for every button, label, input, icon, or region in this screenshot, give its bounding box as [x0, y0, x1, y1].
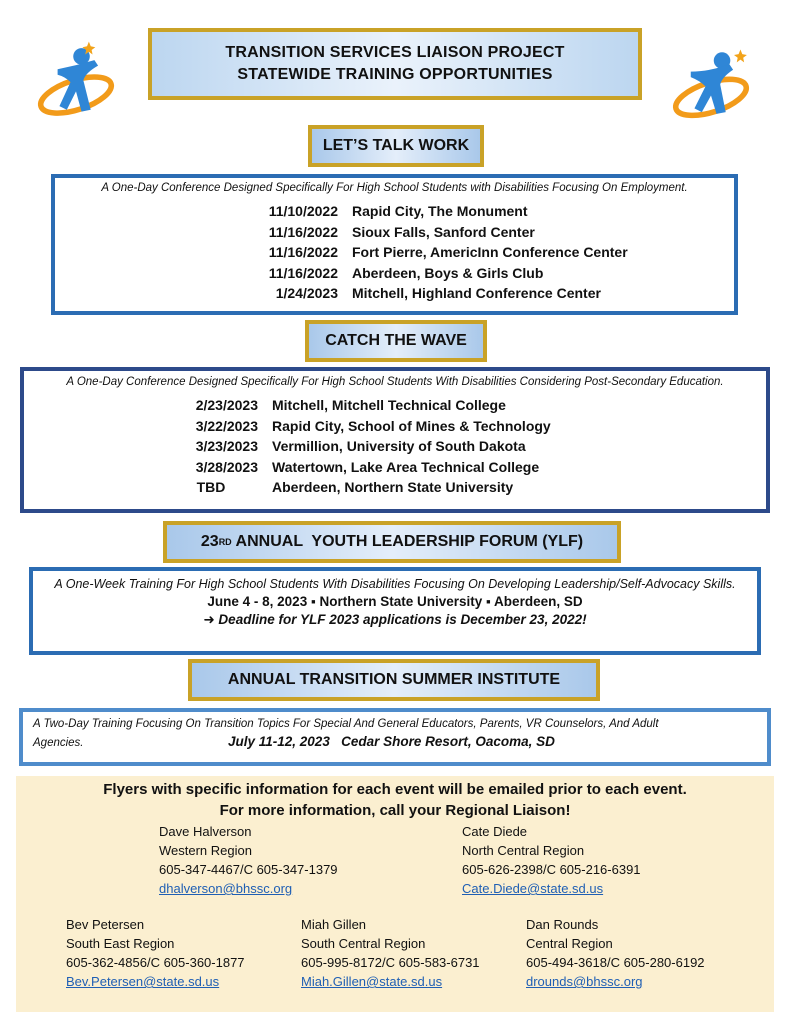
- event-row: 2/23/2023 Mitchell, Mitchell Technical College: [195, 397, 506, 413]
- contact-region: South Central Region: [301, 936, 426, 951]
- contact-phone: 605-347-4467/C 605-347-1379: [159, 862, 338, 877]
- title-line-2: STATEWIDE TRAINING OPPORTUNITIES: [237, 66, 553, 83]
- ylf-deadline: ➜ Deadline for YLF 2023 applications is December 23, 2022!: [203, 612, 587, 627]
- info-line-2: For more information, call your Regional Liaison!: [219, 802, 571, 819]
- lets-talk-work-description: A One-Day Conference Designed Specifically For High School Students with Disabilities Focusing On Employment.: [101, 182, 688, 194]
- ylf-header-text: ANNUAL YOUTH LEADERSHIP FORUM (YLF): [231, 533, 584, 550]
- event-row: 11/10/2022 Rapid City, The Monument: [268, 203, 528, 219]
- ylf-header-sup: RD: [218, 537, 232, 547]
- contact-region: Central Region: [526, 936, 613, 951]
- contact-email-link[interactable]: Bev.Petersen@state.sd.us: [66, 974, 220, 989]
- contact-region: Western Region: [159, 843, 252, 858]
- lets-talk-work-header: LET’S TALK WORK: [308, 125, 484, 167]
- contact-name: Cate Diede: [462, 824, 528, 839]
- lets-talk-work-events: [250, 201, 734, 304]
- event-row: 11/16/2022 Sioux Falls, Sanford Center: [268, 223, 535, 240]
- event-row: 1/24/2023 Mitchell, Highland Conference Center: [275, 285, 601, 301]
- info-panel: [16, 776, 774, 1012]
- person-star-logo-icon: [30, 38, 122, 130]
- summer-institute-description-end: Agencies.: [33, 737, 84, 749]
- contact-card: [301, 915, 480, 991]
- catch-the-wave-header: CATCH THE WAVE: [305, 320, 487, 362]
- contact-email-link[interactable]: Miah.Gillen@state.sd.us: [301, 974, 443, 989]
- catch-the-wave-box: [20, 367, 770, 513]
- ylf-box: [29, 567, 761, 655]
- event-row: 11/16/2022 Fort Pierre, AmericInn Conference Center: [268, 244, 628, 260]
- event-row: TBD Aberdeen, Northern State University: [196, 479, 514, 495]
- ylf-header-prefix: 23: [200, 533, 219, 550]
- contact-card: [66, 915, 245, 991]
- contact-phone: 605-995-8172/C 605-583-6731: [301, 955, 480, 970]
- catch-the-wave-events: [164, 395, 766, 498]
- contact-card: [462, 822, 641, 898]
- event-row: 3/22/2023 Rapid City, School of Mines & Technology: [195, 417, 551, 434]
- ylf-dates: June 4 - 8, 2023 ▪ Northern State University ▪ Aberdeen, SD: [207, 594, 583, 609]
- event-row: 3/23/2023 Vermillion, University of South Dakota: [195, 438, 526, 454]
- contact-phone: 605-494-3618/C 605-280-6192: [526, 955, 705, 970]
- summer-institute-header: ANNUAL TRANSITION SUMMER INSTITUTE: [188, 659, 600, 701]
- contact-name: Miah Gillen: [301, 917, 367, 932]
- contact-card: [159, 822, 338, 898]
- event-row: 11/16/2022 Aberdeen, Boys & Girls Club: [268, 264, 544, 281]
- lets-talk-work-box: [51, 174, 738, 315]
- catch-the-wave-description: A One-Day Conference Designed Specifically For High School Students With Disabilities Considering Post-Secondary Education.: [66, 376, 724, 388]
- contact-card: [526, 915, 705, 991]
- title-line-1: TRANSITION SERVICES LIAISON PROJECT: [225, 44, 565, 61]
- event-row: 3/28/2023 Watertown, Lake Area Technical College: [195, 458, 540, 475]
- contact-email-link[interactable]: Cate.Diede@state.sd.us: [462, 881, 604, 896]
- summer-institute-description: A Two-Day Training Focusing On Transition Topics For Special And General Educators, Parents, VR Counselors, And Adult: [33, 718, 659, 730]
- contact-email-link[interactable]: dhalverson@bhssc.org: [159, 881, 293, 896]
- contact-name: Bev Petersen: [66, 917, 145, 932]
- contact-phone: 605-362-4856/C 605-360-1877: [66, 955, 245, 970]
- contact-name: Dan Rounds: [526, 917, 599, 932]
- person-star-logo-icon: [665, 44, 757, 136]
- ylf-description: A One-Week Training For High School Students With Disabilities Focusing On Developing Leadership/Self-Advocacy Skills.: [54, 577, 736, 591]
- contact-region: South East Region: [66, 936, 175, 951]
- summer-institute-dates: July 11-12, 2023 Cedar Shore Resort, Oacoma, SD: [228, 734, 555, 749]
- contact-email-link[interactable]: drounds@bhssc.org: [526, 974, 643, 989]
- info-line-1: Flyers with specific information for each event will be emailed prior to each event.: [103, 781, 687, 798]
- contact-phone: 605-626-2398/C 605-216-6391: [462, 862, 641, 877]
- title-banner: [148, 28, 642, 100]
- ylf-header: [163, 521, 621, 563]
- contact-region: North Central Region: [462, 843, 585, 858]
- contact-name: Dave Halverson: [159, 824, 252, 839]
- summer-institute-box: [19, 708, 771, 766]
